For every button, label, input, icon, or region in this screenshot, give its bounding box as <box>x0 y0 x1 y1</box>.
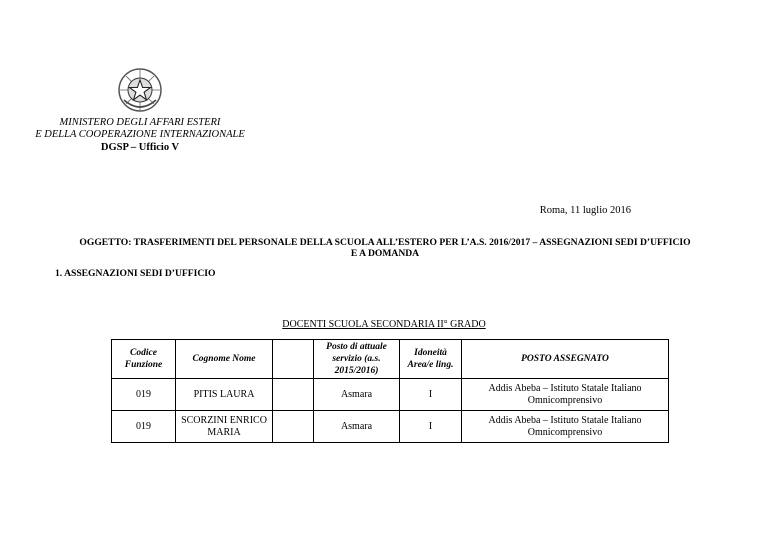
cell-nome: SCORZINI ENRICO MARIA <box>176 411 273 443</box>
document-date: Roma, 11 luglio 2016 <box>539 205 631 216</box>
table-header-row <box>112 340 669 379</box>
ministry-line-2: E DELLA COOPERAZIONE INTERNAZIONALE <box>35 129 245 140</box>
cell-idoneita: I <box>400 411 462 443</box>
cell-posto-attuale: Asmara <box>314 411 400 443</box>
section-heading: 1. ASSEGNAZIONI SEDI D’UFFICIO <box>55 268 216 279</box>
subject <box>55 237 715 259</box>
ministry-line-1: MINISTERO DEGLI AFFARI ESTERI <box>59 117 221 128</box>
subject-line-1: OGGETTO: TRASFERIMENTI DEL PERSONALE DELLA SCUOLA ALL’ESTERO PER L’A.S. 2016/2017 – ASSEGNAZIONI SEDI D’UFFICIO <box>79 237 691 248</box>
table-row <box>112 379 669 411</box>
office-name: DGSP – Ufficio V <box>100 142 180 153</box>
col-header-idoneita: Idoneità Area/e ling. <box>400 340 462 379</box>
col-header-posto-attuale: Posto di attuale servizio (a.s. 2015/2016) <box>314 340 400 379</box>
cell-codice: 019 <box>112 379 176 411</box>
ministry-name <box>35 117 245 141</box>
cell-blank <box>273 411 314 443</box>
table-row <box>112 411 669 443</box>
cell-idoneita: I <box>400 379 462 411</box>
subject-line-2: E A DOMANDA <box>350 248 420 259</box>
cell-blank <box>273 379 314 411</box>
col-header-posto-assegnato: POSTO ASSEGNATO <box>462 340 669 379</box>
col-header-codice: Codice Funzione <box>112 340 176 379</box>
col-header-nome: Cognome Nome <box>176 340 273 379</box>
cell-codice: 019 <box>112 411 176 443</box>
col-header-blank <box>273 340 314 379</box>
cell-posto-attuale: Asmara <box>314 379 400 411</box>
cell-nome: PITIS LAURA <box>176 379 273 411</box>
italian-republic-emblem-icon <box>116 66 164 114</box>
assignments-table <box>111 339 669 443</box>
cell-posto-assegnato: Addis Abeba – Istituto Statale Italiano Omnicomprensivo <box>462 379 669 411</box>
table-caption: DOCENTI SCUOLA SECONDARIA II° GRADO <box>282 319 486 330</box>
cell-posto-assegnato: Addis Abeba – Istituto Statale Italiano Omnicomprensivo <box>462 411 669 443</box>
